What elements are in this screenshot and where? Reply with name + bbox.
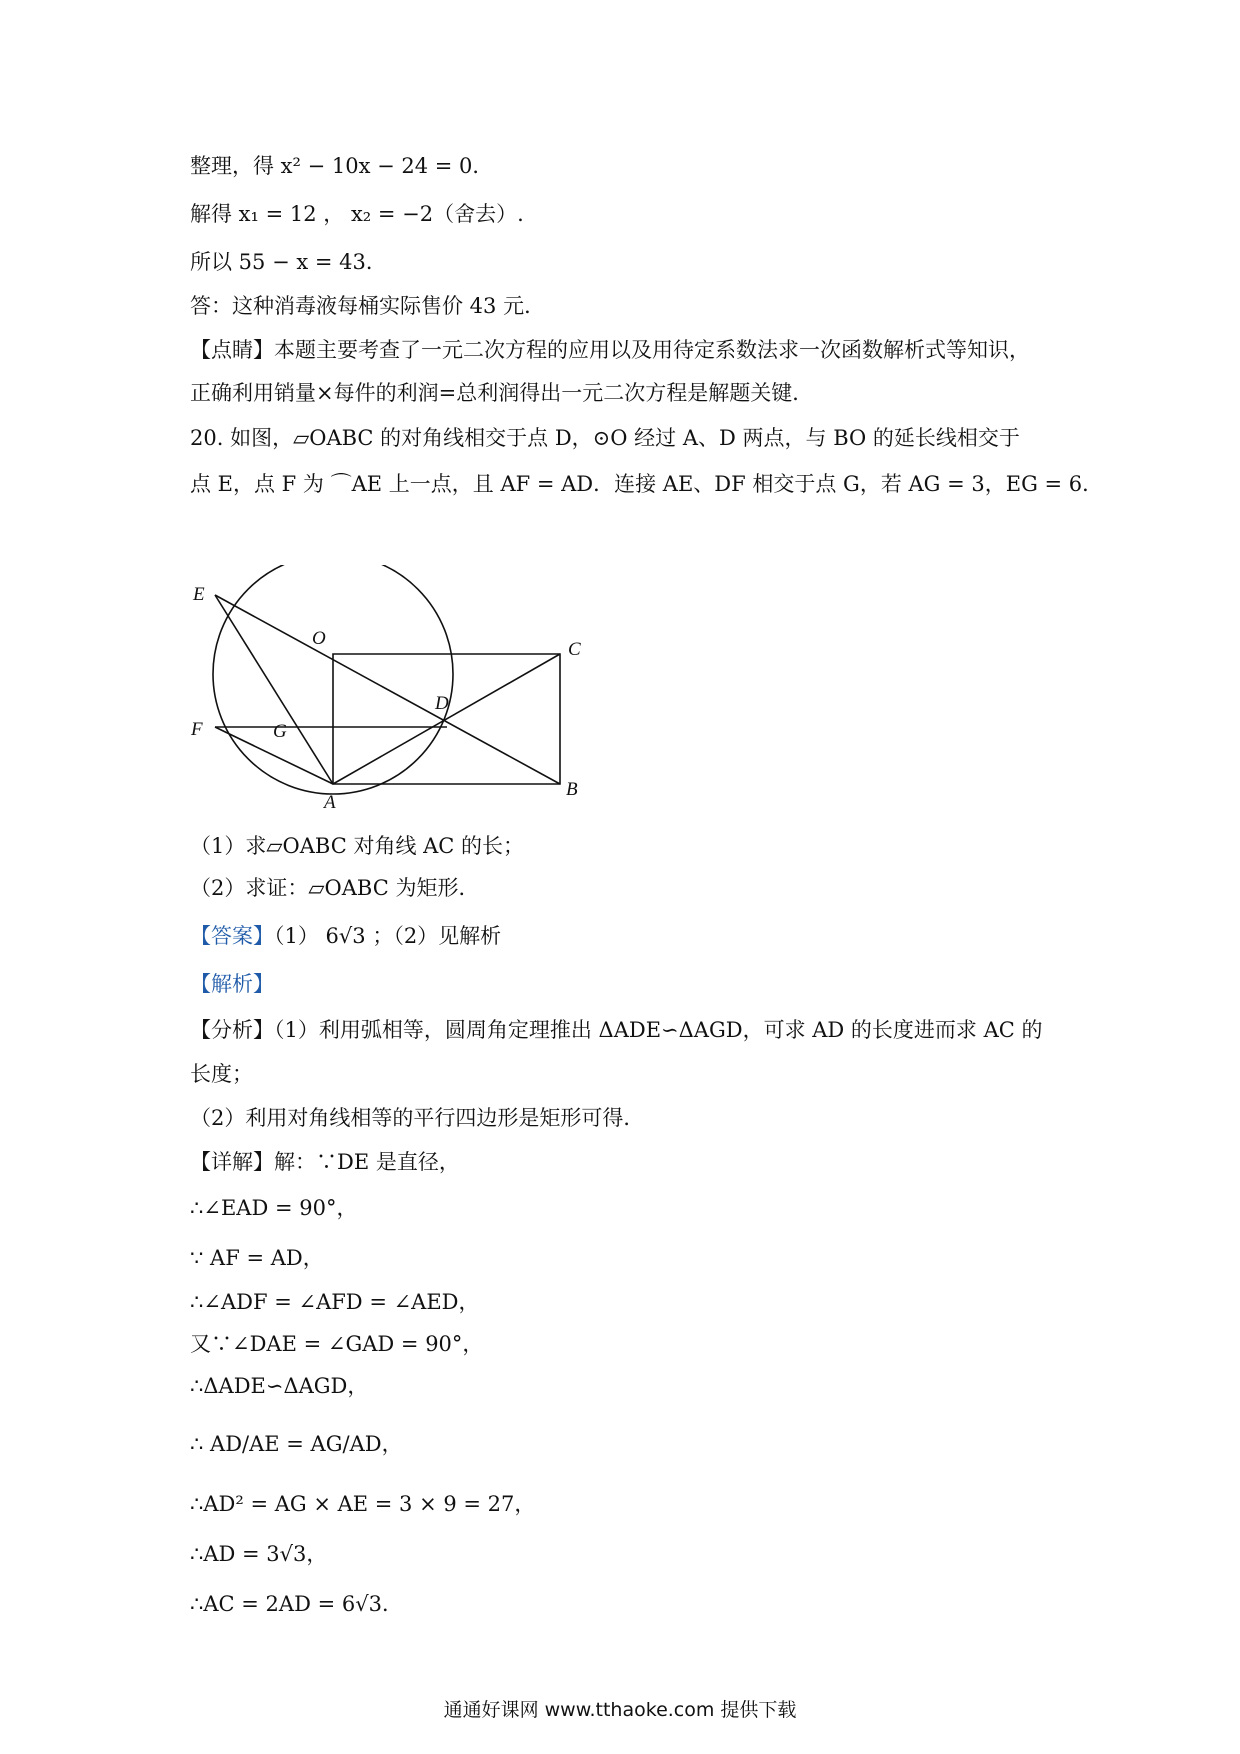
label-o: O [312,628,326,649]
line-2: 解得 x₁ = 12 ， x₂ = −2（舍去）. [190,202,524,226]
label-d: D [435,693,449,714]
question-20-line-1: 20. 如图，▱OABC 的对角线相交于点 D，⊙O 经过 A、D 两点，与 BO 的延长线相交于 [190,426,1020,450]
comment-line-2: 正确利用销量×每件的利润=总利润得出一元二次方程是解题关键． [190,381,814,405]
label-b: B [566,779,578,800]
analysis-line-2: 长度； [190,1062,253,1086]
detail-line-3: ∵ AF = AD， [190,1246,324,1270]
answer-heading: 【答案】（1） 6√3 ；（2）见解析 [190,924,502,948]
analysis-line-3: （2）利用对角线相等的平行四边形是矩形可得． [190,1106,645,1130]
detail-line-6: ∴ΔADE∽ΔAGD， [190,1374,369,1398]
detail-line-2: ∴∠EAD = 90°， [190,1196,358,1220]
label-f: F [191,719,203,740]
label-c: C [568,639,581,660]
detail-line-10: ∴AC = 2AD = 6√3． [190,1592,403,1616]
label-a: A [324,792,336,813]
detail-line-1: 【详解】解：∵DE 是直径， [190,1150,460,1174]
detail-line-8: ∴AD² = AG × AE = 3 × 9 = 27， [190,1492,536,1516]
detail-line-5: 又∵∠DAE = ∠GAD = 90°， [190,1332,484,1356]
subquestion-2: （2）求证：▱OABC 为矩形． [190,876,480,900]
geometry-figure [185,565,605,815]
subquestion-1: （1）求▱OABC 对角线 AC 的长； [190,834,525,858]
detail-line-7: ∴ AD/AE = AG/AD， [190,1432,403,1456]
line-4: 答：这种消毒液每桶实际售价 43 元． [190,294,546,318]
footer: 通通好课网 www.tthaoke.com 提供下载 [443,1699,797,1721]
line-eb [215,595,560,784]
comment-line-1: 【点睛】本题主要考查了一元二次方程的应用以及用待定系数法求一次函数解析式等知识， [190,338,1030,362]
question-20-line-2: 点 E，点 F 为 ⌒AE 上一点，且 AF = AD．连接 AE、DF 相交于点 G，若 AG = 3，EG = 6． [190,472,1104,496]
detail-line-4: ∴∠ADF = ∠AFD = ∠AED， [190,1290,480,1314]
label-e: E [193,584,205,605]
analysis-heading: 【解析】 [190,972,274,996]
label-g: G [273,721,287,742]
line-3: 所以 55 − x = 43． [190,250,387,274]
answer-label: 【答案】 [190,924,274,948]
analysis-line-1: 【分析】（1）利用弧相等，圆周角定理推出 ΔADE∽ΔAGD，可求 AD 的长度进而求 AC 的 [190,1018,1043,1042]
line-1: 整理，得 x² − 10x − 24 = 0． [190,154,494,178]
detail-line-9: ∴AD = 3√3， [190,1542,328,1566]
